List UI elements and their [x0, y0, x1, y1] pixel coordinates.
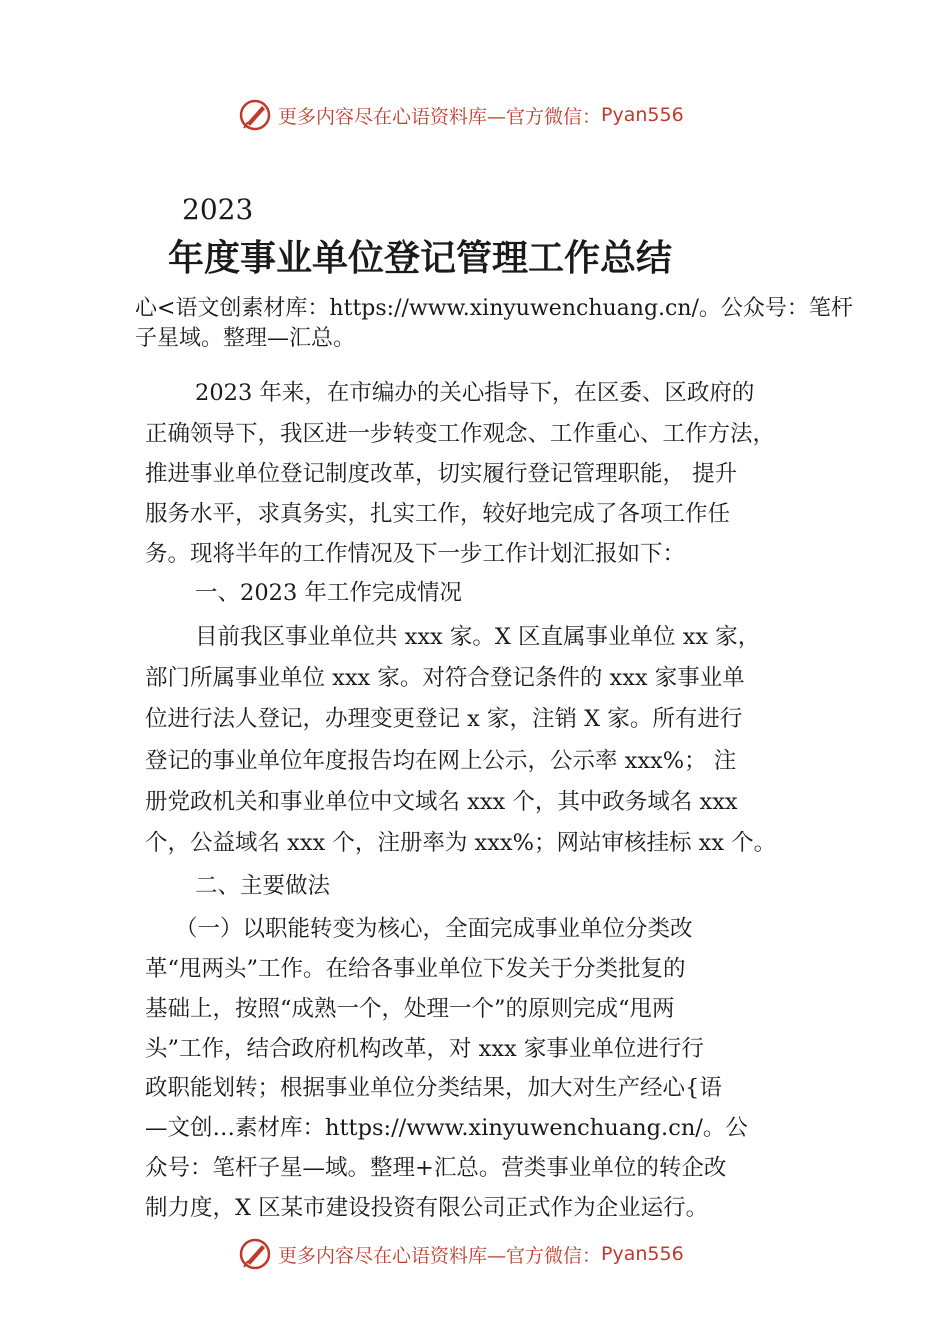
body-line: 册党政机关和事业单位中文域名 xxx 个，其中政务域名 xxx: [145, 789, 738, 815]
section-heading: 二、主要做法: [195, 873, 331, 899]
source-note: 心<语文创素材库：https://www.xinyuwenchuang.cn/。公众号：笔杆子星域。整理—汇总。: [135, 296, 853, 351]
pen-logo-icon: [238, 98, 272, 132]
body-line: 登记的事业单位年度报告均在网上公示，公示率 xxx%； 注: [145, 748, 737, 774]
body-line: 正确领导下，我区进一步转变工作观念、工作重心、工作方法，: [145, 421, 776, 447]
body-line: —文创…素材库：https://www.xinyuwenchuang.cn/。公: [145, 1115, 748, 1141]
banner-text: 更多内容尽在心语资料库—官方微信：: [278, 1244, 602, 1267]
body-line: 务。现将半年的工作情况及下一步工作计划汇报如下：: [145, 541, 686, 567]
banner-text: 更多内容尽在心语资料库—官方微信：: [278, 105, 602, 128]
body-line: 服务水平，求真务实，扎实工作，较好地完成了各项工作任: [145, 501, 731, 527]
body-line: 部门所属事业单位 xxx 家。对符合登记条件的 xxx 家事业单: [145, 665, 745, 691]
section-heading: 一、2023 年工作完成情况: [195, 580, 462, 606]
footer-watermark-banner: [238, 1234, 684, 1274]
body-line: 政职能划转；根据事业单位分类结果，加大对生产经心{语: [145, 1075, 722, 1101]
title-year: 2023: [182, 193, 254, 226]
header-watermark-banner: [238, 95, 684, 135]
body-line: 个，公益域名 xxx 个，注册率为 xxx%；网站审核挂标 xx 个。: [145, 830, 777, 856]
body-line: 制力度，X 区某市建设投资有限公司正式作为企业运行。: [145, 1195, 709, 1221]
pen-logo-icon: [238, 1237, 272, 1271]
body-line: 2023 年来，在市编办的关心指导下，在区委、区政府的: [195, 380, 755, 406]
body-line: 革“甩两头”工作。在给各事业单位下发关于分类批复的: [145, 956, 686, 982]
body-line: 众号：笔杆子星—域。整理+汇总。营类事业单位的转企改: [145, 1155, 727, 1181]
banner-wechat-id: Pyan556: [601, 104, 684, 126]
body-line: 推进事业单位登记制度改革，切实履行登记管理职能， 提升: [145, 461, 738, 487]
page-title: 年度事业单位登记管理工作总结: [168, 237, 673, 279]
body-line: 位进行法人登记，办理变更登记 x 家，注销 X 家。所有进行: [145, 706, 743, 732]
banner-wechat-id: Pyan556: [601, 1243, 684, 1265]
body-line: 目前我区事业单位共 xxx 家。X 区直属事业单位 xx 家，: [195, 624, 761, 650]
body-line: 头”工作，结合政府机构改革，对 xxx 家事业单位进行行: [145, 1036, 704, 1062]
subsection-line: （一）以职能转变为核心，全面完成事业单位分类改: [175, 916, 693, 942]
body-line: 基础上，按照“成熟一个，处理一个”的原则完成“甩两: [145, 996, 675, 1022]
